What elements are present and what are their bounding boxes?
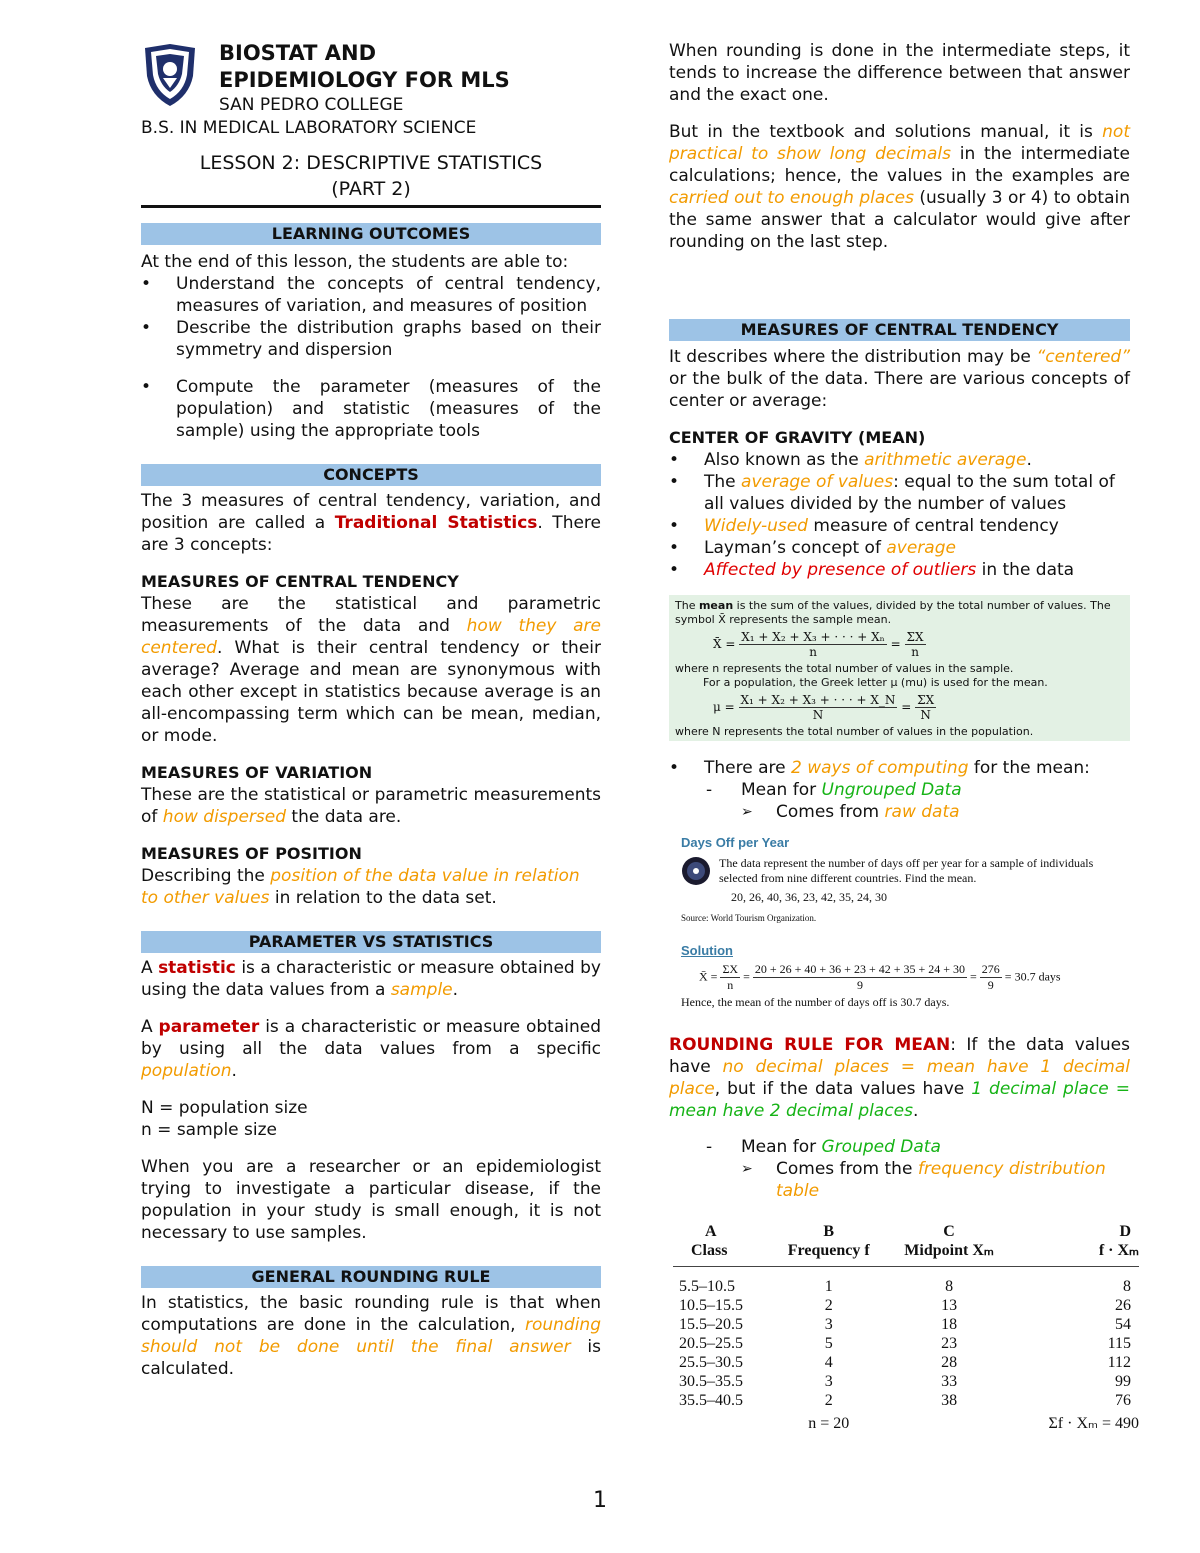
- table-body: [673, 1267, 1139, 1411]
- ungrouped-item: - Mean for Ungrouped Data: [669, 779, 1130, 801]
- table-letter-row: [673, 1222, 1139, 1241]
- parameter-definition: A parameter is a characteristic or measure obtained by using all the data values from a specific population.: [141, 1017, 601, 1081]
- table-total-row: [673, 1410, 1139, 1433]
- mean-bullet: • The average of values: equal to the sum total of all values divided by the number of values: [669, 471, 1130, 515]
- table-cell: 5: [824, 1335, 833, 1352]
- mean-bullet: • Also known as the arithmetic average.: [669, 449, 1130, 471]
- concepts-heading: CONCEPTS: [141, 464, 601, 486]
- table-row: [673, 1372, 1139, 1391]
- table-cell: 3: [824, 1373, 833, 1390]
- outcome-item: • Understand the concepts of central tendency, measures of variation, and measures of position: [141, 273, 601, 317]
- column-letter: A: [705, 1223, 717, 1240]
- rounding-rule-mean: ROUNDING RULE FOR MEAN: If the data values have no decimal places = mean have 1 decimal place, but if the data values have 1 decimal place = mean have 2 decimal places.: [669, 1035, 1131, 1121]
- mv-paragraph: These are the statistical or parametric measurements of how dispersed the data are.: [141, 785, 601, 827]
- table-header-row: [673, 1241, 1139, 1267]
- raw-data-item: ➢ Comes from raw data: [669, 801, 1130, 823]
- table-cell: 30.5–35.5: [679, 1373, 743, 1390]
- left-column: [141, 40, 601, 1380]
- mean-bullet: • Affected by presence of outliers in the data: [669, 559, 1130, 581]
- example-title: Days Off per Year: [681, 835, 790, 850]
- ways-bullet: • There are 2 ways of computing for the mean:: [669, 757, 1130, 779]
- frequency-table: [673, 1222, 1139, 1433]
- mct-subheading: MEASURES OF CENTRAL TENDENCY: [141, 572, 459, 591]
- center-of-gravity-subheading: CENTER OF GRAVITY (MEAN): [669, 428, 926, 447]
- page-number: 1: [593, 1488, 607, 1513]
- column-header: Class: [691, 1242, 728, 1259]
- learning-outcomes-heading: LEARNING OUTCOMES: [141, 223, 601, 245]
- table-cell: 25.5–30.5: [679, 1354, 743, 1371]
- mean-definition-box: [669, 595, 1130, 741]
- days-off-example: [669, 835, 1130, 923]
- column-header: Frequency f: [787, 1242, 870, 1259]
- college-logo-icon: [141, 42, 199, 108]
- table-row: [673, 1334, 1139, 1353]
- table-cell: 2: [824, 1297, 833, 1314]
- lesson-title-line1: LESSON 2: DESCRIPTIVE STATISTICS: [199, 152, 543, 174]
- example-source: Source: World Tourism Organization.: [681, 913, 817, 923]
- total-n: n = 20: [808, 1415, 850, 1432]
- table-cell: 13: [941, 1297, 958, 1314]
- table-cell: 8: [1123, 1278, 1131, 1295]
- table-cell: 10.5–15.5: [679, 1297, 743, 1314]
- table-cell: 5.5–10.5: [679, 1278, 735, 1295]
- table-row: [673, 1267, 1139, 1297]
- solution-label: Solution: [681, 943, 733, 958]
- mv-subheading: MEASURES OF VARIATION: [141, 763, 373, 782]
- example-text: The data represent the number of days off per year for a sample of individuals selected from nine different countries. Find the mean.: [719, 856, 1094, 885]
- grouped-item: - Mean for Grouped Data: [669, 1136, 1130, 1158]
- table-cell: 23: [941, 1335, 958, 1352]
- header-text: [219, 40, 510, 117]
- table-cell: 15.5–20.5: [679, 1316, 743, 1333]
- table-cell: 28: [941, 1354, 958, 1371]
- solution-formula: X̄ = $\frac{\Sigma X}{n}$ = $\frac{20 + 26 + 40 + 36 + 23 + 42 + 35 + 24 + 30}{9}$ = $\frac{276}{9}$ = 30.7 days: [699, 962, 1061, 992]
- table-cell: 99: [1115, 1373, 1131, 1390]
- cd-icon: [681, 856, 711, 886]
- population-mean-intro: For a population, the Greek letter μ (mu) is used for the mean.: [703, 676, 1048, 689]
- example-values: 20, 26, 40, 36, 23, 42, 35, 24, 30: [731, 890, 887, 904]
- solution-conclusion: Hence, the mean of the number of days off is 30.7 days.: [681, 995, 950, 1009]
- table-cell: 115: [1107, 1335, 1131, 1352]
- column-header: f · Xₘ: [1098, 1242, 1139, 1259]
- population-size-note: N = population size: [141, 1098, 308, 1118]
- table-row: [673, 1353, 1139, 1372]
- table-cell: 4: [824, 1354, 833, 1371]
- mct-paragraph: These are the statistical and parametric measurements of the data and how they are centered. What is their central tendency or their average? Average and mean are synonymous with each other except in statistics because average is an all-encompassing term which can be mean, median, or mode.: [141, 594, 601, 746]
- example-solution: [669, 943, 1130, 1010]
- sample-size-explanation: where n represents the total number of values in the sample.: [675, 662, 1014, 675]
- mean-bullet: • Layman’s concept of average: [669, 537, 1130, 559]
- document-header: [141, 40, 601, 117]
- concepts-paragraph: The 3 measures of central tendency, variation, and position are called a Traditional Statistics. There are 3 concepts:: [141, 491, 601, 555]
- table-cell: 26: [1115, 1297, 1131, 1314]
- rounding-paragraph-2: When rounding is done in the intermediate steps, it tends to increase the difference between that answer and the exact one.: [669, 41, 1130, 105]
- mp-paragraph: Describing the position of the data value in relation to other values in relation to the data set.: [141, 866, 580, 908]
- table-cell: 35.5–40.5: [679, 1392, 743, 1409]
- rounding-paragraph: In statistics, the basic rounding rule is that when computations are done in the calculation, rounding should not be done until the final answer is calculated.: [141, 1293, 601, 1379]
- table-cell: 2: [824, 1392, 833, 1409]
- table-cell: 38: [941, 1392, 958, 1409]
- mean-definition-text: The mean is the sum of the values, divided by the total number of values. The symbol X̄ represents the sample mean.: [675, 599, 1111, 626]
- column-header: Midpoint Xₘ: [904, 1242, 994, 1259]
- researcher-paragraph: When you are a researcher or an epidemiologist trying to investigate a particular disease, if the population in your study is small enough, it is not necessary to use samples.: [141, 1157, 601, 1243]
- table-cell: 33: [941, 1373, 958, 1390]
- population-mean-formula: μ = $\frac{\text{X₁ + X₂ + X₃ + · · · + X\_N}}{N}$ = $\frac{\Sigma X}{N}$: [713, 693, 935, 722]
- learning-outcomes-intro: At the end of this lesson, the students are able to:: [141, 252, 569, 272]
- table-row: [673, 1296, 1139, 1315]
- table-cell: 18: [941, 1316, 958, 1333]
- course-title-line1: BIOSTAT AND: [219, 41, 377, 65]
- column-letter: B: [823, 1223, 835, 1240]
- mean-bullet: • Widely-used measure of central tendency: [669, 515, 1130, 537]
- table-cell: 112: [1107, 1354, 1131, 1371]
- table-cell: 54: [1115, 1316, 1131, 1333]
- outcome-item: • Describe the distribution graphs based on their symmetry and dispersion: [141, 317, 601, 361]
- frequency-distribution-item: ➢ Comes from the frequency distribution table: [669, 1158, 1130, 1202]
- statistic-definition: A statistic is a characteristic or measure obtained by using the data values from a sample.: [141, 958, 601, 1000]
- table-cell: 3: [824, 1316, 833, 1333]
- table-cell: 20.5–25.5: [679, 1335, 743, 1352]
- rounding-rule-heading: GENERAL ROUNDING RULE: [141, 1266, 601, 1288]
- course-title-line2: EPIDEMIOLOGY FOR MLS: [219, 68, 510, 92]
- sample-size-note: n = sample size: [141, 1120, 277, 1140]
- table-row: [673, 1315, 1139, 1334]
- table-row: [673, 1391, 1139, 1410]
- school-name: SAN PEDRO COLLEGE: [219, 95, 404, 115]
- lesson-title-line2: (PART 2): [331, 178, 411, 200]
- parameter-statistics-heading: PARAMETER VS STATISTICS: [141, 931, 601, 953]
- sample-mean-formula: X̄ = $\frac{\text{X₁ + X₂ + X₃ + · · · + Xₙ}}{n}$ = $\frac{\Sigma X}{n}$: [713, 630, 924, 659]
- mp-subheading: MEASURES OF POSITION: [141, 844, 362, 863]
- central-tendency-intro: It describes where the distribution may be “centered” or the bulk of the data. There are various concepts of center or average:: [669, 347, 1130, 411]
- program-name: B.S. IN MEDICAL LABORATORY SCIENCE: [141, 118, 477, 138]
- population-size-explanation: where N represents the total number of values in the population.: [675, 725, 1034, 738]
- table-cell: 76: [1115, 1392, 1131, 1409]
- total-sum: Σf · Xₘ = 490: [1048, 1415, 1139, 1432]
- right-column: [669, 40, 1139, 1433]
- column-letter: D: [1119, 1223, 1131, 1240]
- table-cell: 1: [824, 1278, 833, 1295]
- column-letter: C: [943, 1223, 955, 1240]
- outcome-item: • Compute the parameter (measures of the population) and statistic (measures of the sample) using the appropriate tools: [141, 376, 601, 442]
- central-tendency-heading: MEASURES OF CENTRAL TENDENCY: [669, 319, 1130, 341]
- lesson-title: [141, 150, 601, 208]
- rounding-paragraph-3: But in the textbook and solutions manual, it is not practical to show long decimals in the intermediate calculations; hence, the values in the examples are carried out to enough places (usually 3 or 4) to obtain the same answer that a calculator would give after rounding on the last step.: [669, 122, 1131, 252]
- table-cell: 8: [945, 1278, 954, 1295]
